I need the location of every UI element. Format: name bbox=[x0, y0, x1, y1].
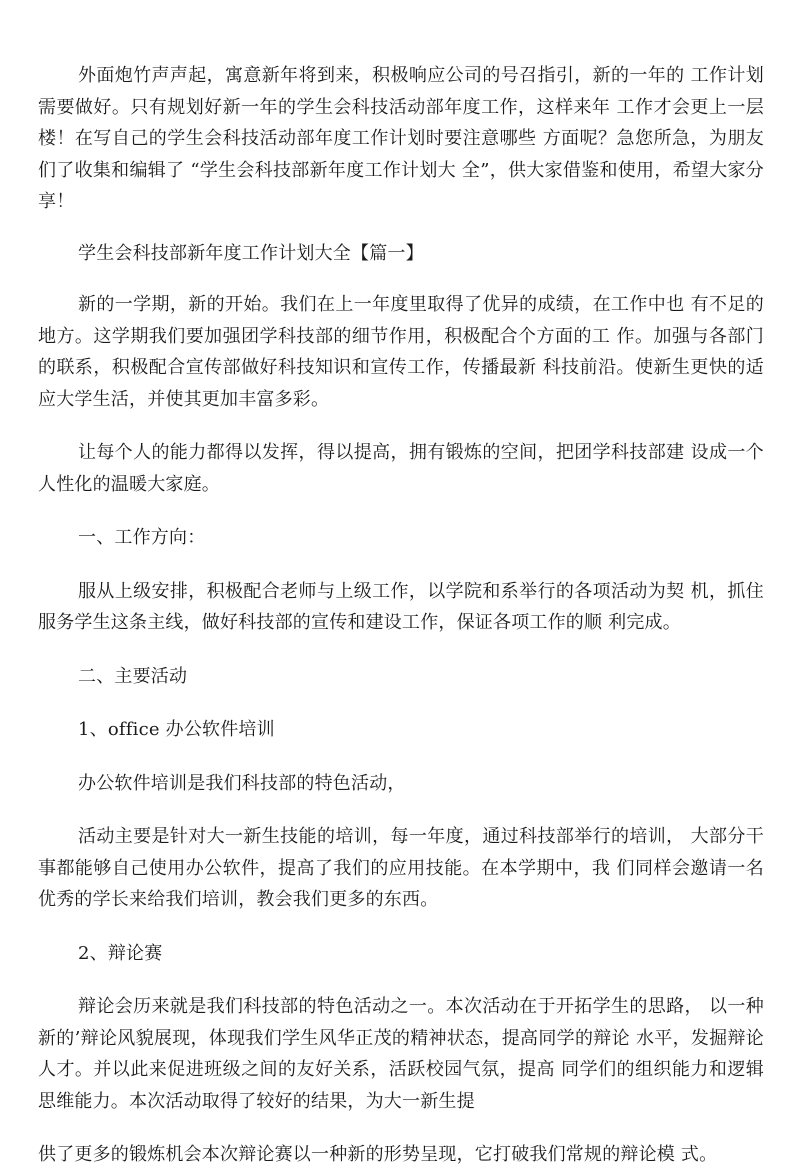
body-paragraph: 办公软件培训是我们科技部的特色活动， bbox=[78, 772, 406, 794]
document-page bbox=[38, 60, 764, 1171]
section-title: 学生会科技部新年度工作计划大全【篇一】 bbox=[78, 242, 424, 264]
heading-work-direction: 一、工作方向： bbox=[78, 527, 206, 548]
body-paragraph: 服从上级安排，积极配合老师与上级工作，以学院和系举行的各项活动为契 机，抓住服务学生这条主线，做好科技部的宣传和建设工作，保证各项工作的顺 利完成。 bbox=[38, 580, 764, 633]
body-paragraph: 供了更多的锻炼机会本次辩论赛以一种新的形势呈现，它打破我们常规的辩论模 式。 bbox=[38, 1144, 718, 1165]
body-paragraph: 新的一学期，新的开始。我们在上一年度里取得了优异的成绩，在工作中也 有不足的地方。这学期我们要加强团学科技部的细节作用，积极配合个方面的工 作。加强与各部门的联系，积极配合宣传部做好科技知识和宣传工作，传播最新 科技前沿。使新生更快的适应大学生活，并使其更加丰富多彩。 bbox=[38, 294, 764, 410]
heading-debate: 2、辩论赛 bbox=[78, 942, 163, 964]
body-paragraph: 辩论会历来就是我们科技部的特色活动之一。本次活动在于开拓学生的思路， 以一种新的’辩论风貌展现，体现我们学生风华正茂的精神状态，提高同学的辩论 水平，发掘辩论人才。并以此来促进班级之间的友好关系，活跃校园气氛，提高 同学们的组织能力和逻辑思维能力。本次活动取得了较好的结果，为大一新生提 bbox=[38, 996, 764, 1112]
body-paragraph: 让每个人的能力都得以发挥，得以提高，拥有锻炼的空间，把团学科技部建 设成一个人性化的温暖大家庭。 bbox=[38, 442, 764, 495]
heading-office-training: 1、office 办公软件培训 bbox=[78, 719, 275, 740]
heading-main-activities: 二、主要活动 bbox=[78, 665, 188, 687]
body-paragraph: 活动主要是针对大一新生技能的培训，每一年度，通过科技部举行的培训， 大部分干事都能够自己使用办公软件，提高了我们的应用技能。在本学期中，我 们同样会邀请一名优秀的学长来给我们培训，教会我们更多的东西。 bbox=[38, 826, 764, 910]
intro-paragraph: 外面炮竹声声起，寓意新年将到来，积极响应公司的号召指引，新的一年的 工作计划需要做好。只有规划好新一年的学生会科技活动部年度工作，这样来年 工作才会更上一层楼！在写自己的学生会科技活动部年度工作计划时要注意哪些 方面呢？急您所急，为朋友们了收集和编辑了 “学生会科技部新年度工作计划大 全”，供大家借鉴和使用，希望大家分享！ bbox=[38, 65, 764, 212]
